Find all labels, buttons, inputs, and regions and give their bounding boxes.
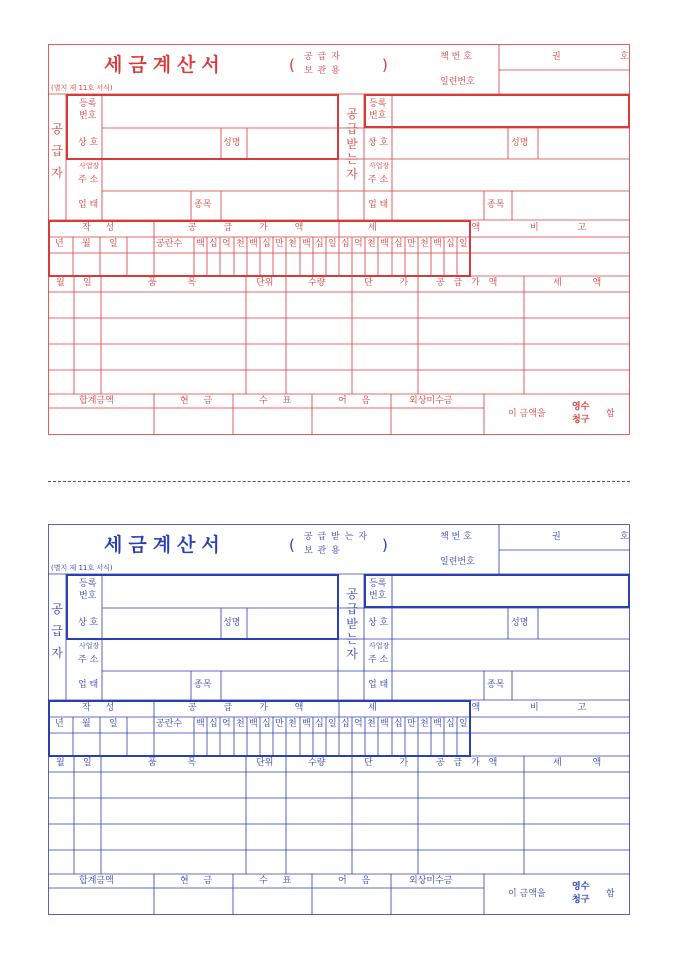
tax-digit-label: 억 [354,239,363,249]
vertical-char: 급 [346,122,358,136]
tax-invoice-buyer-copy [48,524,630,916]
tax-digit-label: 십 [394,239,403,249]
tax-digit-label: 백 [433,239,442,249]
tax-digit-label: 백 [380,719,389,729]
cut-line [48,481,630,482]
supplier-address-label: 주 소 [78,175,99,185]
supply-digit-label: 만 [275,239,284,249]
tax-digit-label: 십 [446,719,455,729]
tax-digit-label: 천 [420,239,429,249]
vertical-char: 자 [346,167,358,181]
vertical-char: 공 [346,587,358,601]
vertical-char: 자 [51,166,63,180]
tax-digit-label: 십 [446,239,455,249]
supply-digit-label: 백 [249,719,258,729]
buyer-vertical-label [345,587,359,662]
supply-digit-label: 백 [196,239,205,249]
claim-label: 청구 [572,895,590,905]
buyer-vertical-label [345,107,359,182]
receipt-label: 영수 [572,882,590,892]
supplier-name-label: 성명 [223,138,241,148]
buyer-reg-label-2: 번호 [369,591,387,601]
items-day-label: 일 [83,758,92,768]
vertical-char: 급 [346,602,358,616]
tax-digit-label: 천 [367,239,376,249]
written-date-label: 작 성 [82,223,121,233]
supplier-business-type-label: 업 태 [78,680,99,690]
receipt-label: 영수 [572,402,590,412]
items-supply-amount-label: 공 급 가 액 [436,278,501,288]
supplier-reg-label-1: 등록 [79,99,97,109]
supplier-company-label: 상 호 [78,618,99,628]
vertical-char: 공 [346,107,358,121]
copy-type-line1: 공 급 받 는 자 [304,532,368,542]
vertical-char: 공 [51,602,63,616]
form-title: 세금계산서 [104,54,226,76]
bill-label: 어 음 [338,396,377,406]
year-label: 년 [55,719,64,729]
bill-label: 어 음 [338,876,377,886]
items-supply-amount-label: 공 급 가 액 [436,758,501,768]
volume-label: 권 [552,52,561,62]
paren-close: ) [382,536,388,554]
buyer-company-label: 상 호 [368,138,389,148]
items-qty-label: 수량 [308,758,326,768]
suffix-label: 함 [606,889,615,899]
items-product-label: 품 목 [148,278,211,288]
supply-digit-label: 천 [288,719,297,729]
supplier-address-label: 주 소 [78,655,99,665]
items-unit-price-label: 단 가 [364,758,421,768]
supply-digit-label: 억 [222,719,231,729]
day-label: 일 [109,239,118,249]
tax-amount-label: 세 액 [368,223,527,233]
items-unit-label: 단위 [256,278,274,288]
supplier-company-label: 상 호 [78,138,99,148]
credit-label: 외상미수금 [409,876,453,886]
tax-digit-label: 십 [394,719,403,729]
supply-digit-label: 백 [302,719,311,729]
claim-label: 청구 [572,415,590,425]
tax-digit-label: 십 [341,719,350,729]
suffix-label: 함 [606,409,615,419]
note-label: 비 고 [530,223,605,233]
vertical-char: 자 [346,647,358,661]
supplier-reg-label-2: 번호 [79,111,97,121]
supply-digit-label: 천 [236,719,245,729]
buyer-workplace-label: 사업장 [369,642,390,650]
tax-digit-label: 억 [354,719,363,729]
copy-type-line2: 보 관 용 [304,546,341,556]
supply-digit-label: 십 [315,239,324,249]
supply-digit-label: 십 [315,719,324,729]
supply-digit-label: 십 [209,719,218,729]
items-tax-label: 세 액 [553,278,616,288]
supply-digit-label: 백 [302,239,311,249]
supply-digit-label: 십 [209,239,218,249]
form-grid [48,524,630,916]
items-unit-price-label: 단 가 [364,278,421,288]
buyer-company-label: 상 호 [368,618,389,628]
copy-type-line2: 보 관 용 [304,66,341,76]
tax-digit-label: 일 [459,239,468,249]
supply-digit-label: 백 [249,239,258,249]
buyer-address-label: 주 소 [368,175,389,185]
total-amount-label: 합계금액 [79,396,114,406]
supplier-reg-label-2: 번호 [79,591,97,601]
tax-digit-label: 천 [420,719,429,729]
supplier-business-type-label: 업 태 [78,200,99,210]
check-label: 수 표 [259,876,298,886]
buyer-business-type-label: 업 태 [368,680,389,690]
paren-open: ( [289,56,295,74]
buyer-reg-label-2: 번호 [369,111,387,121]
items-qty-label: 수량 [308,278,326,288]
supply-digit-label: 십 [262,239,271,249]
credit-label: 외상미수금 [409,396,453,406]
supplier-item-type-label: 종목 [194,200,212,210]
buyer-item-type-label: 종목 [487,680,505,690]
items-unit-label: 단위 [256,758,274,768]
tax-digit-label: 일 [459,719,468,729]
day-label: 일 [109,719,118,729]
month-label: 월 [82,719,91,729]
copy-type-line1: 공 급 자 [304,52,341,62]
tax-invoice-supplier-copy [48,44,630,436]
items-product-label: 품 목 [148,758,211,768]
vertical-char: 받 [346,137,358,151]
supply-digit-label: 만 [275,719,284,729]
number-label: 호 [620,532,629,542]
paren-open: ( [289,536,295,554]
month-label: 월 [82,239,91,249]
paren-close: ) [382,56,388,74]
tax-digit-label: 천 [367,719,376,729]
supply-digit-label: 천 [236,239,245,249]
tax-digit-label: 백 [380,239,389,249]
supplier-vertical-label [50,118,64,184]
serial-number-label: 일련번호 [440,77,475,87]
vertical-char: 급 [51,624,63,638]
buyer-name-label: 성명 [511,138,529,148]
check-label: 수 표 [259,396,298,406]
note-label: 비 고 [530,703,605,713]
supply-digit-label: 일 [328,719,337,729]
supply-digit-label: 십 [262,719,271,729]
items-month-label: 월 [56,758,65,768]
volume-label: 권 [552,532,561,542]
form-note: (별지 제 11호 서식) [51,84,113,92]
blank-count-label: 공란수 [156,239,183,249]
supplier-name-label: 성명 [223,618,241,628]
vertical-char: 자 [51,646,63,660]
written-date-label: 작 성 [82,703,121,713]
amount-phrase-label: 이 금액을 [508,409,546,419]
buyer-name-label: 성명 [511,618,529,628]
form-note: (별지 제 11호 서식) [51,564,113,572]
buyer-workplace-label: 사업장 [369,162,390,170]
number-label: 호 [620,52,629,62]
items-day-label: 일 [83,278,92,288]
buyer-item-type-label: 종목 [487,200,505,210]
book-number-label: 책 번 호 [440,532,472,542]
supply-digit-label: 일 [328,239,337,249]
tax-digit-label: 만 [407,719,416,729]
supply-amount-label: 공 급 가 액 [188,223,316,233]
buyer-business-type-label: 업 태 [368,200,389,210]
vertical-char: 는 [346,632,358,646]
buyer-reg-label-1: 등록 [369,579,387,589]
cash-label: 현 금 [180,876,219,886]
vertical-char: 급 [51,144,63,158]
supply-digit-label: 천 [288,239,297,249]
supplier-vertical-label [50,598,64,664]
buyer-address-label: 주 소 [368,655,389,665]
supplier-item-type-label: 종목 [194,680,212,690]
cash-label: 현 금 [180,396,219,406]
items-tax-label: 세 액 [553,758,616,768]
supplier-workplace-label: 사업장 [79,162,100,170]
items-month-label: 월 [56,278,65,288]
year-label: 년 [55,239,64,249]
supplier-workplace-label: 사업장 [79,642,100,650]
amount-phrase-label: 이 금액을 [508,889,546,899]
supplier-reg-label-1: 등록 [79,579,97,589]
form-title: 세금계산서 [104,534,226,556]
tax-amount-label: 세 액 [368,703,527,713]
tax-digit-label: 백 [433,719,442,729]
total-amount-label: 합계금액 [79,876,114,886]
vertical-char: 공 [51,122,63,136]
vertical-char: 는 [346,152,358,166]
supply-digit-label: 백 [196,719,205,729]
buyer-reg-label-1: 등록 [369,99,387,109]
serial-number-label: 일련번호 [440,557,475,567]
book-number-label: 책 번 호 [440,52,472,62]
vertical-char: 받 [346,617,358,631]
form-grid [48,44,630,436]
supply-digit-label: 억 [222,239,231,249]
supply-amount-label: 공 급 가 액 [188,703,316,713]
blank-count-label: 공란수 [156,719,183,729]
tax-digit-label: 만 [407,239,416,249]
tax-digit-label: 십 [341,239,350,249]
